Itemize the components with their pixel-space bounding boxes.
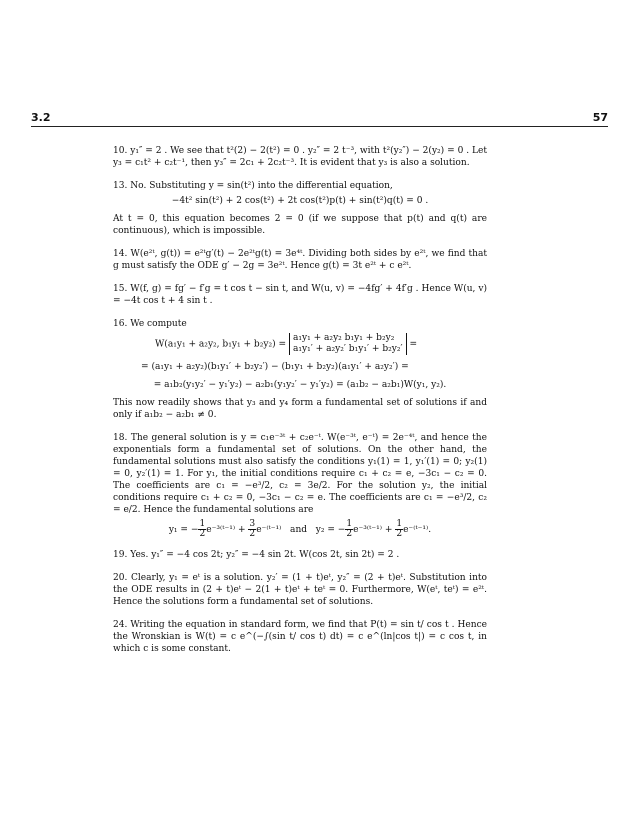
problem-18-fundamental-solutions (113, 520, 487, 539)
fraction: $\frac{1}{2}$ (396, 519, 403, 539)
problem-16-expansion: = (a₁y₁ + a₂y₂)(b₁y₁′ + b₂y₂′) − (b₁y₁ + b₂y₂)(a₁y₁′ + a₂y₂′) = (141, 362, 409, 372)
problem-14: 14. W(e²ᵗ, g(t)) = e²ᵗg′(t) − 2e²ᵗg(t) = 3e⁴ᵗ. Dividing both sides by e²ᵗ, we find that g must satisfy the ODE g′ − 2g = 3e²ᵗ. Hence g(t) = 3t e²ᵗ + c e²ᵗ. (113, 249, 487, 271)
page-number: 57 (592, 111, 608, 124)
wronskian-lhs: W(a₁y₁ + a₂y₂, b₁y₁ + b₂y₂) = (155, 339, 287, 350)
problem-16-intro: 16. We compute (113, 319, 187, 329)
determinant-row-1: a₁y₁ + a₂y₂ b₁y₁ + b₂y₂ (292, 333, 395, 343)
problem-13-intro: 13. No. Substituting y = sin(t²) into the differential equation, (113, 181, 393, 191)
problem-19: 19. Yes. y₁″ = −4 cos 2t; y₂″ = −4 sin 2t. W(cos 2t, sin 2t) = 2 . (113, 550, 400, 560)
wronskian-equals: = (409, 339, 418, 350)
problem-10: 10. y₁″ = 2 . We see that t²(2) − 2(t²) = 0 . y₂″ = 2 t⁻³, with t²(y₂″) − 2(y₂) = 0 . Let y₃ = c₁t² + c₂t⁻¹, then y₃″ = 2c₁ + 2c₂t⁻³. It is evident that y₃ is also a solution. (113, 146, 487, 168)
sol1-term: e⁻³⁽ᵗ⁻¹⁾ + (206, 525, 246, 535)
problem-20: 20. Clearly, y₁ = eᵗ is a solution. y₂′ = (1 + t)eᵗ, y₂″ = (2 + t)eᵗ. Substitution into the ODE results in (2 + t)eᵗ − 2(1 + t)eᵗ + teᵗ = 0. Furthermore, W(eᵗ, teᵗ) = e²ᵗ. Hence the solutions form a fundamental set of solutions. (113, 573, 487, 607)
section-number: 3.2 (31, 111, 51, 124)
determinant-row-2: a₁y₁′ + a₂y₂′ b₁y₁′ + b₂y₂′ (292, 344, 403, 354)
sol2-term: e⁻³⁽ᵗ⁻¹⁾ + (353, 525, 393, 535)
header-rule (31, 126, 608, 127)
fraction: $\frac{3}{2}$ (249, 519, 256, 539)
problem-13-conclusion: At t = 0, this equation becomes 2 = 0 (if we suppose that p(t) and q(t) are continuous), which is impossible. (113, 214, 487, 236)
sol1-lhs: y₁ = − (168, 525, 199, 535)
problem-16-wronskian-determinant (113, 333, 487, 355)
problem-15: 15. W(f, g) = fg′ − f′g = t cos t − sin t, and W(u, v) = −4fg′ + 4f′g . Hence W(u, v) = −4t cos t + 4 sin t . (113, 284, 487, 306)
sol2-lhs: y₂ = − (315, 525, 346, 535)
fraction: $\frac{1}{2}$ (346, 519, 353, 539)
and-word: and (290, 525, 308, 535)
determinant (289, 333, 407, 355)
problem-16-conclusion: This now readily shows that y₃ and y₄ form a fundamental set of solutions if and only if a₁b₂ − a₂b₁ ≠ 0. (113, 398, 487, 420)
problem-16-result: = a₁b₂(y₁y₂′ − y₁′y₂) − a₂b₁(y₁y₂′ − y₁′y₂) = (a₁b₂ − a₂b₁)W(y₁, y₂). (153, 380, 447, 390)
page-header (31, 111, 608, 127)
fraction: $\frac{1}{2}$ (199, 519, 206, 539)
problem-13-equation: −4t² sin(t²) + 2 cos(t²) + 2t cos(t²)p(t) + sin(t²)q(t) = 0 . (171, 196, 429, 206)
problem-24: 24. Writing the equation in standard form, we find that P(t) = sin t/ cos t . Hence the Wronskian is W(t) = c e^(−∫(sin t/ cos t) dt) = c e^(ln|cos t|) = c cos t, in which c is some constant. (113, 620, 487, 654)
sol1-term: e⁻⁽ᵗ⁻¹⁾ (256, 525, 282, 535)
page-body (113, 145, 487, 666)
problem-18: 18. The general solution is y = c₁e⁻³ᵗ + c₂e⁻ᵗ. W(e⁻³ᵗ, e⁻ᵗ) = 2e⁻⁴ᵗ, and hence the exponentials form a fundamental set of solutions. On the other hand, the fundamental solutions must also satisfy the conditions y₁(1) = 1, y₁′(1) = 0; y₂(1) = 0, y₂′(1) = 1. For y₁, the initial conditions require c₁ + c₂ = e, −3c₁ − c₂ = 0. The coefficients are c₁ = −e³/2, c₂ = 3e/2. For the solution y₂, the initial conditions require c₁ + c₂ = 0, −3c₁ − c₂ = e. The coefficients are c₁ = −e³/2, c₂ = e/2. Hence the fundamental solutions are (113, 433, 487, 515)
sol2-term: e⁻⁽ᵗ⁻¹⁾. (403, 525, 432, 535)
